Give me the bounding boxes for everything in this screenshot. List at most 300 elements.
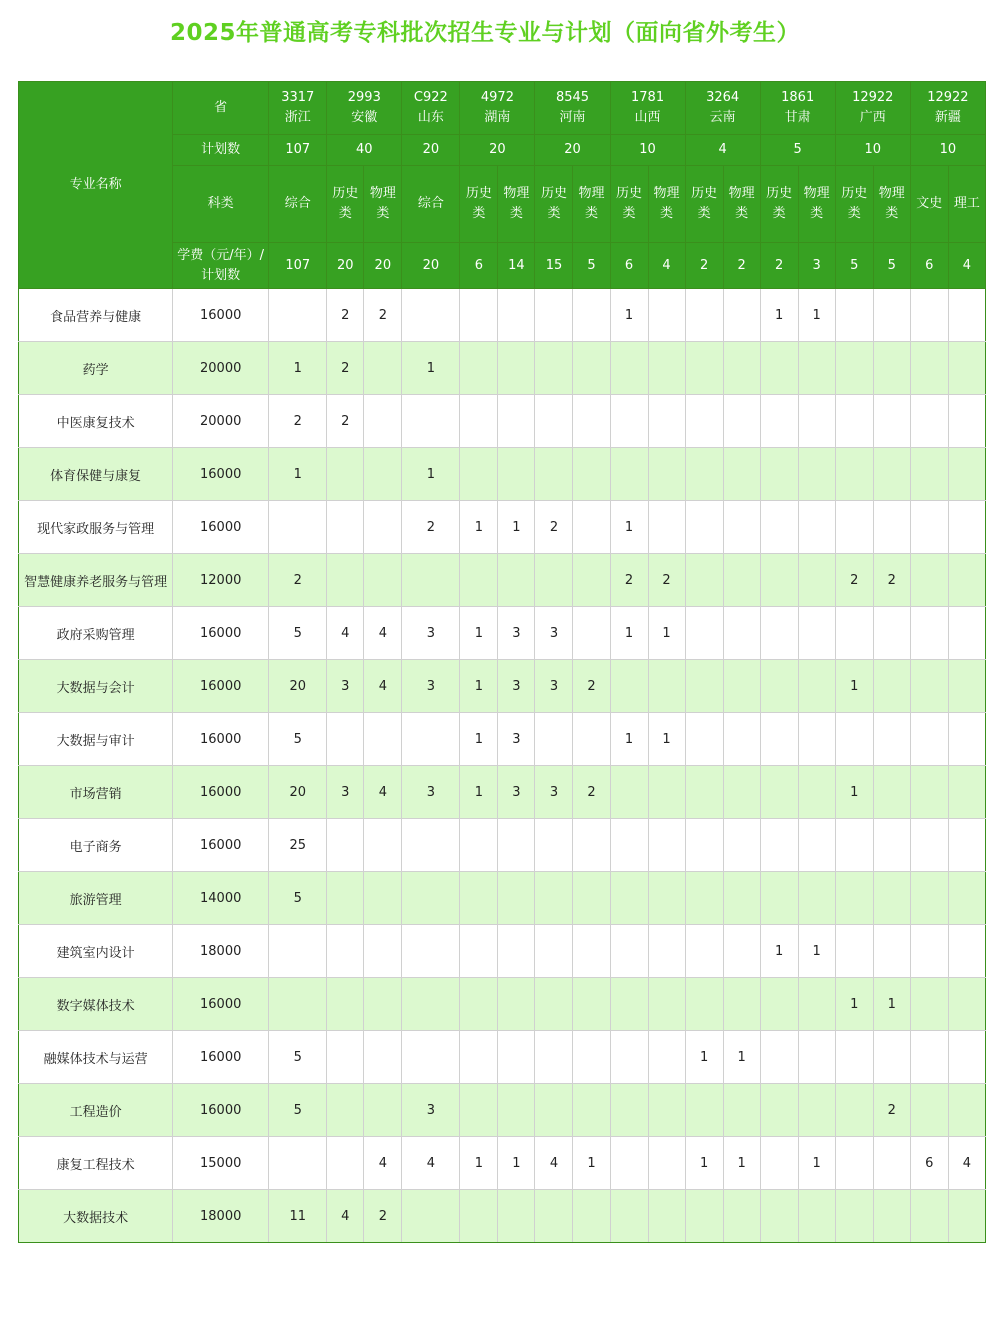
quota-cell bbox=[535, 660, 573, 713]
quota-cell bbox=[648, 342, 685, 395]
quota-cell-text: 2 bbox=[341, 307, 350, 323]
header-province bbox=[685, 82, 760, 135]
category-count bbox=[460, 243, 498, 289]
quota-cell-text: 5 bbox=[293, 731, 302, 747]
category-count-text: 107 bbox=[285, 257, 311, 273]
province-name: 甘肃 bbox=[784, 110, 811, 125]
quota-cell bbox=[648, 978, 685, 1031]
province-plan-count-text: 20 bbox=[422, 142, 440, 157]
quota-cell-text: 2 bbox=[341, 360, 350, 376]
quota-cell bbox=[327, 1190, 364, 1243]
quota-cell bbox=[873, 501, 910, 554]
quota-cell-text: 1 bbox=[426, 360, 435, 376]
category-label bbox=[873, 166, 910, 243]
quota-cell bbox=[648, 660, 685, 713]
quota-cell bbox=[760, 448, 798, 501]
quota-cell bbox=[685, 1190, 723, 1243]
quota-cell bbox=[835, 660, 873, 713]
quota-cell bbox=[723, 554, 760, 607]
quota-cell bbox=[327, 501, 364, 554]
quota-cell bbox=[723, 872, 760, 925]
province-plan-count-text: 40 bbox=[356, 142, 373, 157]
quota-cell bbox=[873, 1137, 910, 1190]
quota-cell bbox=[269, 925, 327, 978]
quota-cell bbox=[402, 342, 460, 395]
quota-cell bbox=[760, 607, 798, 660]
major-name-text: 大数据技术 bbox=[63, 1210, 129, 1226]
quota-cell bbox=[498, 978, 535, 1031]
major-name bbox=[19, 660, 173, 713]
quota-cell bbox=[573, 1031, 610, 1084]
quota-cell bbox=[798, 1084, 835, 1137]
tuition-fee bbox=[173, 448, 269, 501]
quota-cell bbox=[364, 1190, 402, 1243]
quota-cell bbox=[327, 713, 364, 766]
quota-cell-text: 3 bbox=[549, 678, 559, 694]
tuition-fee-text: 12000 bbox=[200, 572, 242, 588]
quota-cell bbox=[798, 660, 835, 713]
tuition-fee bbox=[173, 713, 269, 766]
quota-cell bbox=[760, 978, 798, 1031]
quota-cell-text: 2 bbox=[662, 572, 671, 588]
tuition-fee bbox=[173, 925, 269, 978]
quota-cell-text: 1 bbox=[474, 731, 484, 747]
province-name: 河南 bbox=[559, 110, 586, 125]
major-name-text: 现代家政服务与管理 bbox=[37, 521, 155, 537]
tuition-fee bbox=[173, 819, 269, 872]
quota-cell bbox=[723, 713, 760, 766]
category-label-text: 历史 类 bbox=[540, 186, 567, 221]
table-row bbox=[19, 289, 986, 342]
quota-cell bbox=[498, 766, 535, 819]
major-name bbox=[19, 819, 173, 872]
province-code: 1781 bbox=[631, 90, 665, 105]
category-label-text: 历史 类 bbox=[841, 186, 868, 221]
quota-cell-text: 5 bbox=[293, 1102, 302, 1118]
quota-cell bbox=[910, 289, 948, 342]
category-count-text: 15 bbox=[545, 257, 563, 273]
tuition-fee bbox=[173, 342, 269, 395]
quota-cell bbox=[535, 713, 573, 766]
table-row bbox=[19, 395, 986, 448]
quota-cell bbox=[535, 554, 573, 607]
quota-cell bbox=[798, 289, 835, 342]
quota-cell bbox=[327, 1031, 364, 1084]
major-name-text: 大数据与会计 bbox=[56, 680, 135, 696]
quota-cell bbox=[460, 395, 498, 448]
category-label bbox=[460, 166, 498, 243]
province-plan-count-text: 5 bbox=[793, 142, 802, 157]
quota-cell-text: 4 bbox=[341, 1208, 350, 1224]
category-count-text: 2 bbox=[775, 257, 784, 273]
quota-cell bbox=[460, 1137, 498, 1190]
category-count-text: 2 bbox=[737, 257, 746, 273]
tuition-fee-text: 18000 bbox=[200, 1208, 242, 1224]
province-name: 广西 bbox=[859, 110, 886, 125]
quota-cell bbox=[835, 872, 873, 925]
quota-cell bbox=[760, 766, 798, 819]
quota-cell-text: 1 bbox=[474, 1155, 484, 1171]
quota-cell bbox=[948, 1031, 985, 1084]
quota-cell bbox=[873, 978, 910, 1031]
category-count bbox=[364, 243, 402, 289]
tuition-fee bbox=[173, 607, 269, 660]
quota-cell-text: 4 bbox=[378, 625, 387, 641]
quota-cell-text: 2 bbox=[887, 1102, 896, 1118]
major-name-text: 工程造价 bbox=[69, 1104, 122, 1120]
quota-cell bbox=[573, 1084, 610, 1137]
quota-cell bbox=[723, 766, 760, 819]
header-category-label bbox=[173, 166, 269, 243]
tuition-fee-text: 16000 bbox=[200, 307, 242, 323]
quota-cell-text: 2 bbox=[624, 572, 634, 588]
quota-cell bbox=[798, 448, 835, 501]
province-code: 4972 bbox=[480, 90, 514, 105]
quota-cell bbox=[648, 713, 685, 766]
quota-cell bbox=[835, 395, 873, 448]
tuition-fee bbox=[173, 1190, 269, 1243]
tuition-fee-text: 16000 bbox=[200, 625, 242, 641]
quota-cell bbox=[760, 501, 798, 554]
quota-cell bbox=[835, 607, 873, 660]
tuition-fee-text: 16000 bbox=[200, 837, 242, 853]
quota-cell-text: 3 bbox=[512, 784, 521, 800]
tuition-fee-text: 16000 bbox=[200, 1102, 242, 1118]
quota-cell bbox=[760, 342, 798, 395]
quota-cell-text: 1 bbox=[812, 307, 821, 323]
table-row bbox=[19, 342, 986, 395]
category-label-text: 物理 类 bbox=[503, 186, 530, 221]
quota-cell bbox=[269, 872, 327, 925]
header-province bbox=[610, 82, 685, 135]
header-province bbox=[327, 82, 402, 135]
quota-cell bbox=[327, 660, 364, 713]
quota-cell bbox=[364, 660, 402, 713]
category-count-text: 20 bbox=[337, 257, 354, 273]
quota-cell bbox=[535, 448, 573, 501]
quota-cell-text: 20 bbox=[289, 784, 307, 800]
quota-cell-text: 2 bbox=[341, 413, 350, 429]
quota-cell bbox=[402, 448, 460, 501]
quota-cell bbox=[685, 607, 723, 660]
quota-cell bbox=[269, 766, 327, 819]
major-name-text: 药学 bbox=[82, 362, 109, 378]
quota-cell bbox=[798, 607, 835, 660]
quota-cell bbox=[327, 448, 364, 501]
quota-cell bbox=[648, 1137, 685, 1190]
quota-cell bbox=[648, 607, 685, 660]
quota-cell bbox=[573, 713, 610, 766]
quota-cell bbox=[327, 872, 364, 925]
quota-cell-text: 3 bbox=[426, 1102, 435, 1118]
category-label-text: 历史 类 bbox=[332, 186, 359, 221]
quota-cell-text: 1 bbox=[512, 1155, 521, 1171]
tuition-fee-text: 14000 bbox=[200, 890, 242, 906]
quota-cell bbox=[573, 1190, 610, 1243]
quota-cell bbox=[269, 554, 327, 607]
quota-cell bbox=[460, 978, 498, 1031]
major-name bbox=[19, 448, 173, 501]
quota-cell bbox=[269, 289, 327, 342]
quota-cell bbox=[573, 872, 610, 925]
quota-cell bbox=[364, 289, 402, 342]
major-name-text: 大数据与审计 bbox=[56, 733, 135, 749]
quota-cell bbox=[910, 1084, 948, 1137]
quota-cell bbox=[723, 289, 760, 342]
quota-cell bbox=[873, 766, 910, 819]
quota-cell bbox=[910, 1031, 948, 1084]
tuition-fee-text: 16000 bbox=[200, 678, 242, 694]
major-name bbox=[19, 925, 173, 978]
quota-cell bbox=[723, 342, 760, 395]
quota-cell bbox=[798, 554, 835, 607]
province-name: 湖南 bbox=[484, 110, 511, 125]
quota-cell bbox=[535, 978, 573, 1031]
quota-cell bbox=[835, 1031, 873, 1084]
quota-cell-text: 1 bbox=[474, 784, 484, 800]
header-province bbox=[835, 82, 910, 135]
quota-cell bbox=[648, 1190, 685, 1243]
major-name bbox=[19, 554, 173, 607]
quota-cell bbox=[364, 342, 402, 395]
quota-cell bbox=[498, 342, 535, 395]
quota-cell-text: 3 bbox=[549, 625, 559, 641]
province-plan-count bbox=[402, 135, 460, 166]
quota-cell bbox=[910, 660, 948, 713]
tuition-fee-text: 16000 bbox=[200, 784, 242, 800]
quota-cell-text: 3 bbox=[426, 784, 435, 800]
province-name: 安徽 bbox=[351, 110, 378, 125]
quota-cell bbox=[610, 766, 648, 819]
quota-cell bbox=[610, 554, 648, 607]
tuition-fee-text: 16000 bbox=[200, 1049, 242, 1065]
quota-cell bbox=[798, 342, 835, 395]
quota-cell-text: 1 bbox=[293, 466, 302, 482]
quota-cell bbox=[948, 819, 985, 872]
quota-cell bbox=[610, 925, 648, 978]
quota-cell-text: 1 bbox=[887, 996, 896, 1012]
quota-cell bbox=[723, 1084, 760, 1137]
quota-cell bbox=[760, 1084, 798, 1137]
table-row bbox=[19, 978, 986, 1031]
quota-cell bbox=[610, 1084, 648, 1137]
category-label-text: 物理 类 bbox=[728, 186, 755, 221]
tuition-fee bbox=[173, 872, 269, 925]
table-row bbox=[19, 766, 986, 819]
quota-cell bbox=[648, 1031, 685, 1084]
category-label-text: 文史 bbox=[916, 196, 943, 211]
category-label bbox=[723, 166, 760, 243]
tuition-fee bbox=[173, 766, 269, 819]
quota-cell bbox=[685, 501, 723, 554]
major-name bbox=[19, 289, 173, 342]
quota-cell-text: 2 bbox=[887, 572, 896, 588]
quota-cell bbox=[910, 1190, 948, 1243]
quota-cell bbox=[573, 289, 610, 342]
quota-cell-text: 1 bbox=[474, 678, 484, 694]
category-label-text: 历史 类 bbox=[616, 186, 643, 221]
quota-cell bbox=[460, 713, 498, 766]
category-count bbox=[269, 243, 327, 289]
tuition-fee bbox=[173, 1031, 269, 1084]
province-plan-count-text: 10 bbox=[939, 142, 957, 157]
quota-cell bbox=[610, 1190, 648, 1243]
quota-cell bbox=[498, 1190, 535, 1243]
quota-cell bbox=[402, 872, 460, 925]
quota-cell bbox=[798, 1190, 835, 1243]
major-name bbox=[19, 713, 173, 766]
quota-cell bbox=[835, 289, 873, 342]
header-fee-label-text: 学费（元/年）/ 计划数 bbox=[177, 247, 265, 283]
quota-cell bbox=[573, 819, 610, 872]
quota-cell bbox=[760, 713, 798, 766]
header-plan-label-text: 计划数 bbox=[201, 142, 241, 157]
quota-cell bbox=[460, 554, 498, 607]
tuition-fee-text: 16000 bbox=[200, 466, 242, 482]
province-code: 3317 bbox=[281, 90, 315, 105]
quota-cell bbox=[460, 501, 498, 554]
quota-cell bbox=[364, 554, 402, 607]
quota-cell bbox=[535, 395, 573, 448]
quota-cell bbox=[460, 607, 498, 660]
category-label-text: 历史 类 bbox=[691, 186, 718, 221]
quota-cell bbox=[910, 342, 948, 395]
quota-cell bbox=[610, 978, 648, 1031]
category-label-text: 理工 bbox=[953, 196, 980, 211]
quota-cell-text: 1 bbox=[293, 360, 302, 376]
quota-cell bbox=[760, 925, 798, 978]
table-row bbox=[19, 660, 986, 713]
quota-cell bbox=[460, 1190, 498, 1243]
quota-cell bbox=[760, 1031, 798, 1084]
quota-cell bbox=[402, 1190, 460, 1243]
quota-cell bbox=[610, 819, 648, 872]
quota-cell bbox=[269, 978, 327, 1031]
quota-cell bbox=[269, 1190, 327, 1243]
quota-cell-text: 1 bbox=[737, 1155, 746, 1171]
quota-cell bbox=[723, 1031, 760, 1084]
quota-cell bbox=[364, 978, 402, 1031]
quota-cell bbox=[402, 1084, 460, 1137]
quota-cell-text: 1 bbox=[662, 625, 671, 641]
quota-cell bbox=[685, 925, 723, 978]
quota-cell bbox=[402, 1137, 460, 1190]
quota-cell bbox=[835, 501, 873, 554]
category-count bbox=[610, 243, 648, 289]
quota-cell bbox=[327, 395, 364, 448]
province-plan-count bbox=[910, 135, 985, 166]
major-name-text: 中医康复技术 bbox=[56, 415, 135, 431]
quota-cell bbox=[364, 819, 402, 872]
quota-cell bbox=[648, 554, 685, 607]
quota-cell bbox=[535, 1190, 573, 1243]
quota-cell-text: 3 bbox=[512, 678, 521, 694]
quota-cell-text: 1 bbox=[662, 731, 671, 747]
quota-cell bbox=[498, 448, 535, 501]
quota-cell-text: 1 bbox=[624, 625, 634, 641]
quota-cell bbox=[610, 607, 648, 660]
table-row bbox=[19, 1031, 986, 1084]
quota-cell bbox=[798, 713, 835, 766]
quota-cell bbox=[498, 501, 535, 554]
quota-cell-text: 3 bbox=[512, 731, 521, 747]
tuition-fee bbox=[173, 554, 269, 607]
tuition-fee-text: 18000 bbox=[200, 943, 242, 959]
quota-cell bbox=[798, 395, 835, 448]
quota-cell bbox=[835, 1137, 873, 1190]
province-plan-count-text: 107 bbox=[285, 142, 311, 157]
quota-cell-text: 2 bbox=[587, 678, 596, 694]
quota-cell bbox=[798, 872, 835, 925]
quota-cell-text: 2 bbox=[293, 572, 302, 588]
category-label bbox=[910, 166, 948, 243]
category-label-text: 历史 类 bbox=[766, 186, 793, 221]
category-label bbox=[835, 166, 873, 243]
quota-cell bbox=[723, 1190, 760, 1243]
header-province bbox=[269, 82, 327, 135]
category-label-text: 历史 类 bbox=[465, 186, 492, 221]
header-major-text: 专业名称 bbox=[69, 177, 122, 192]
province-code: 3264 bbox=[706, 90, 740, 105]
quota-cell bbox=[948, 1084, 985, 1137]
category-count bbox=[760, 243, 798, 289]
quota-cell-text: 1 bbox=[812, 1155, 821, 1171]
quota-cell bbox=[910, 395, 948, 448]
province-plan-count-text: 10 bbox=[639, 142, 656, 157]
category-count bbox=[798, 243, 835, 289]
quota-cell bbox=[460, 872, 498, 925]
province-plan-count-text: 20 bbox=[489, 142, 506, 157]
quota-cell bbox=[573, 395, 610, 448]
quota-cell-text: 5 bbox=[293, 890, 302, 906]
quota-cell bbox=[723, 395, 760, 448]
quota-cell bbox=[269, 819, 327, 872]
quota-cell bbox=[873, 1190, 910, 1243]
province-code: 12922 bbox=[852, 90, 894, 105]
quota-cell bbox=[760, 872, 798, 925]
quota-cell-text: 5 bbox=[293, 1049, 302, 1065]
tuition-fee-text: 15000 bbox=[200, 1155, 242, 1171]
quota-cell bbox=[685, 872, 723, 925]
quota-cell-text: 2 bbox=[426, 519, 435, 535]
header-major bbox=[19, 82, 173, 289]
quota-cell-text: 1 bbox=[775, 307, 784, 323]
province-plan-count bbox=[269, 135, 327, 166]
quota-cell bbox=[798, 766, 835, 819]
tuition-fee bbox=[173, 660, 269, 713]
quota-cell bbox=[948, 342, 985, 395]
quota-cell bbox=[269, 1031, 327, 1084]
quota-cell bbox=[648, 872, 685, 925]
category-label bbox=[648, 166, 685, 243]
category-count bbox=[498, 243, 535, 289]
quota-cell bbox=[535, 872, 573, 925]
quota-cell-text: 2 bbox=[293, 413, 302, 429]
quota-cell bbox=[948, 1190, 985, 1243]
quota-cell bbox=[327, 289, 364, 342]
quota-cell bbox=[535, 501, 573, 554]
quota-cell bbox=[269, 395, 327, 448]
quota-cell-text: 1 bbox=[624, 731, 634, 747]
quota-cell bbox=[327, 925, 364, 978]
quota-cell bbox=[760, 1190, 798, 1243]
quota-cell bbox=[685, 1137, 723, 1190]
category-count-text: 5 bbox=[887, 257, 896, 273]
quota-cell bbox=[364, 1137, 402, 1190]
table-row bbox=[19, 1190, 986, 1243]
quota-cell bbox=[460, 1084, 498, 1137]
quota-cell bbox=[685, 819, 723, 872]
